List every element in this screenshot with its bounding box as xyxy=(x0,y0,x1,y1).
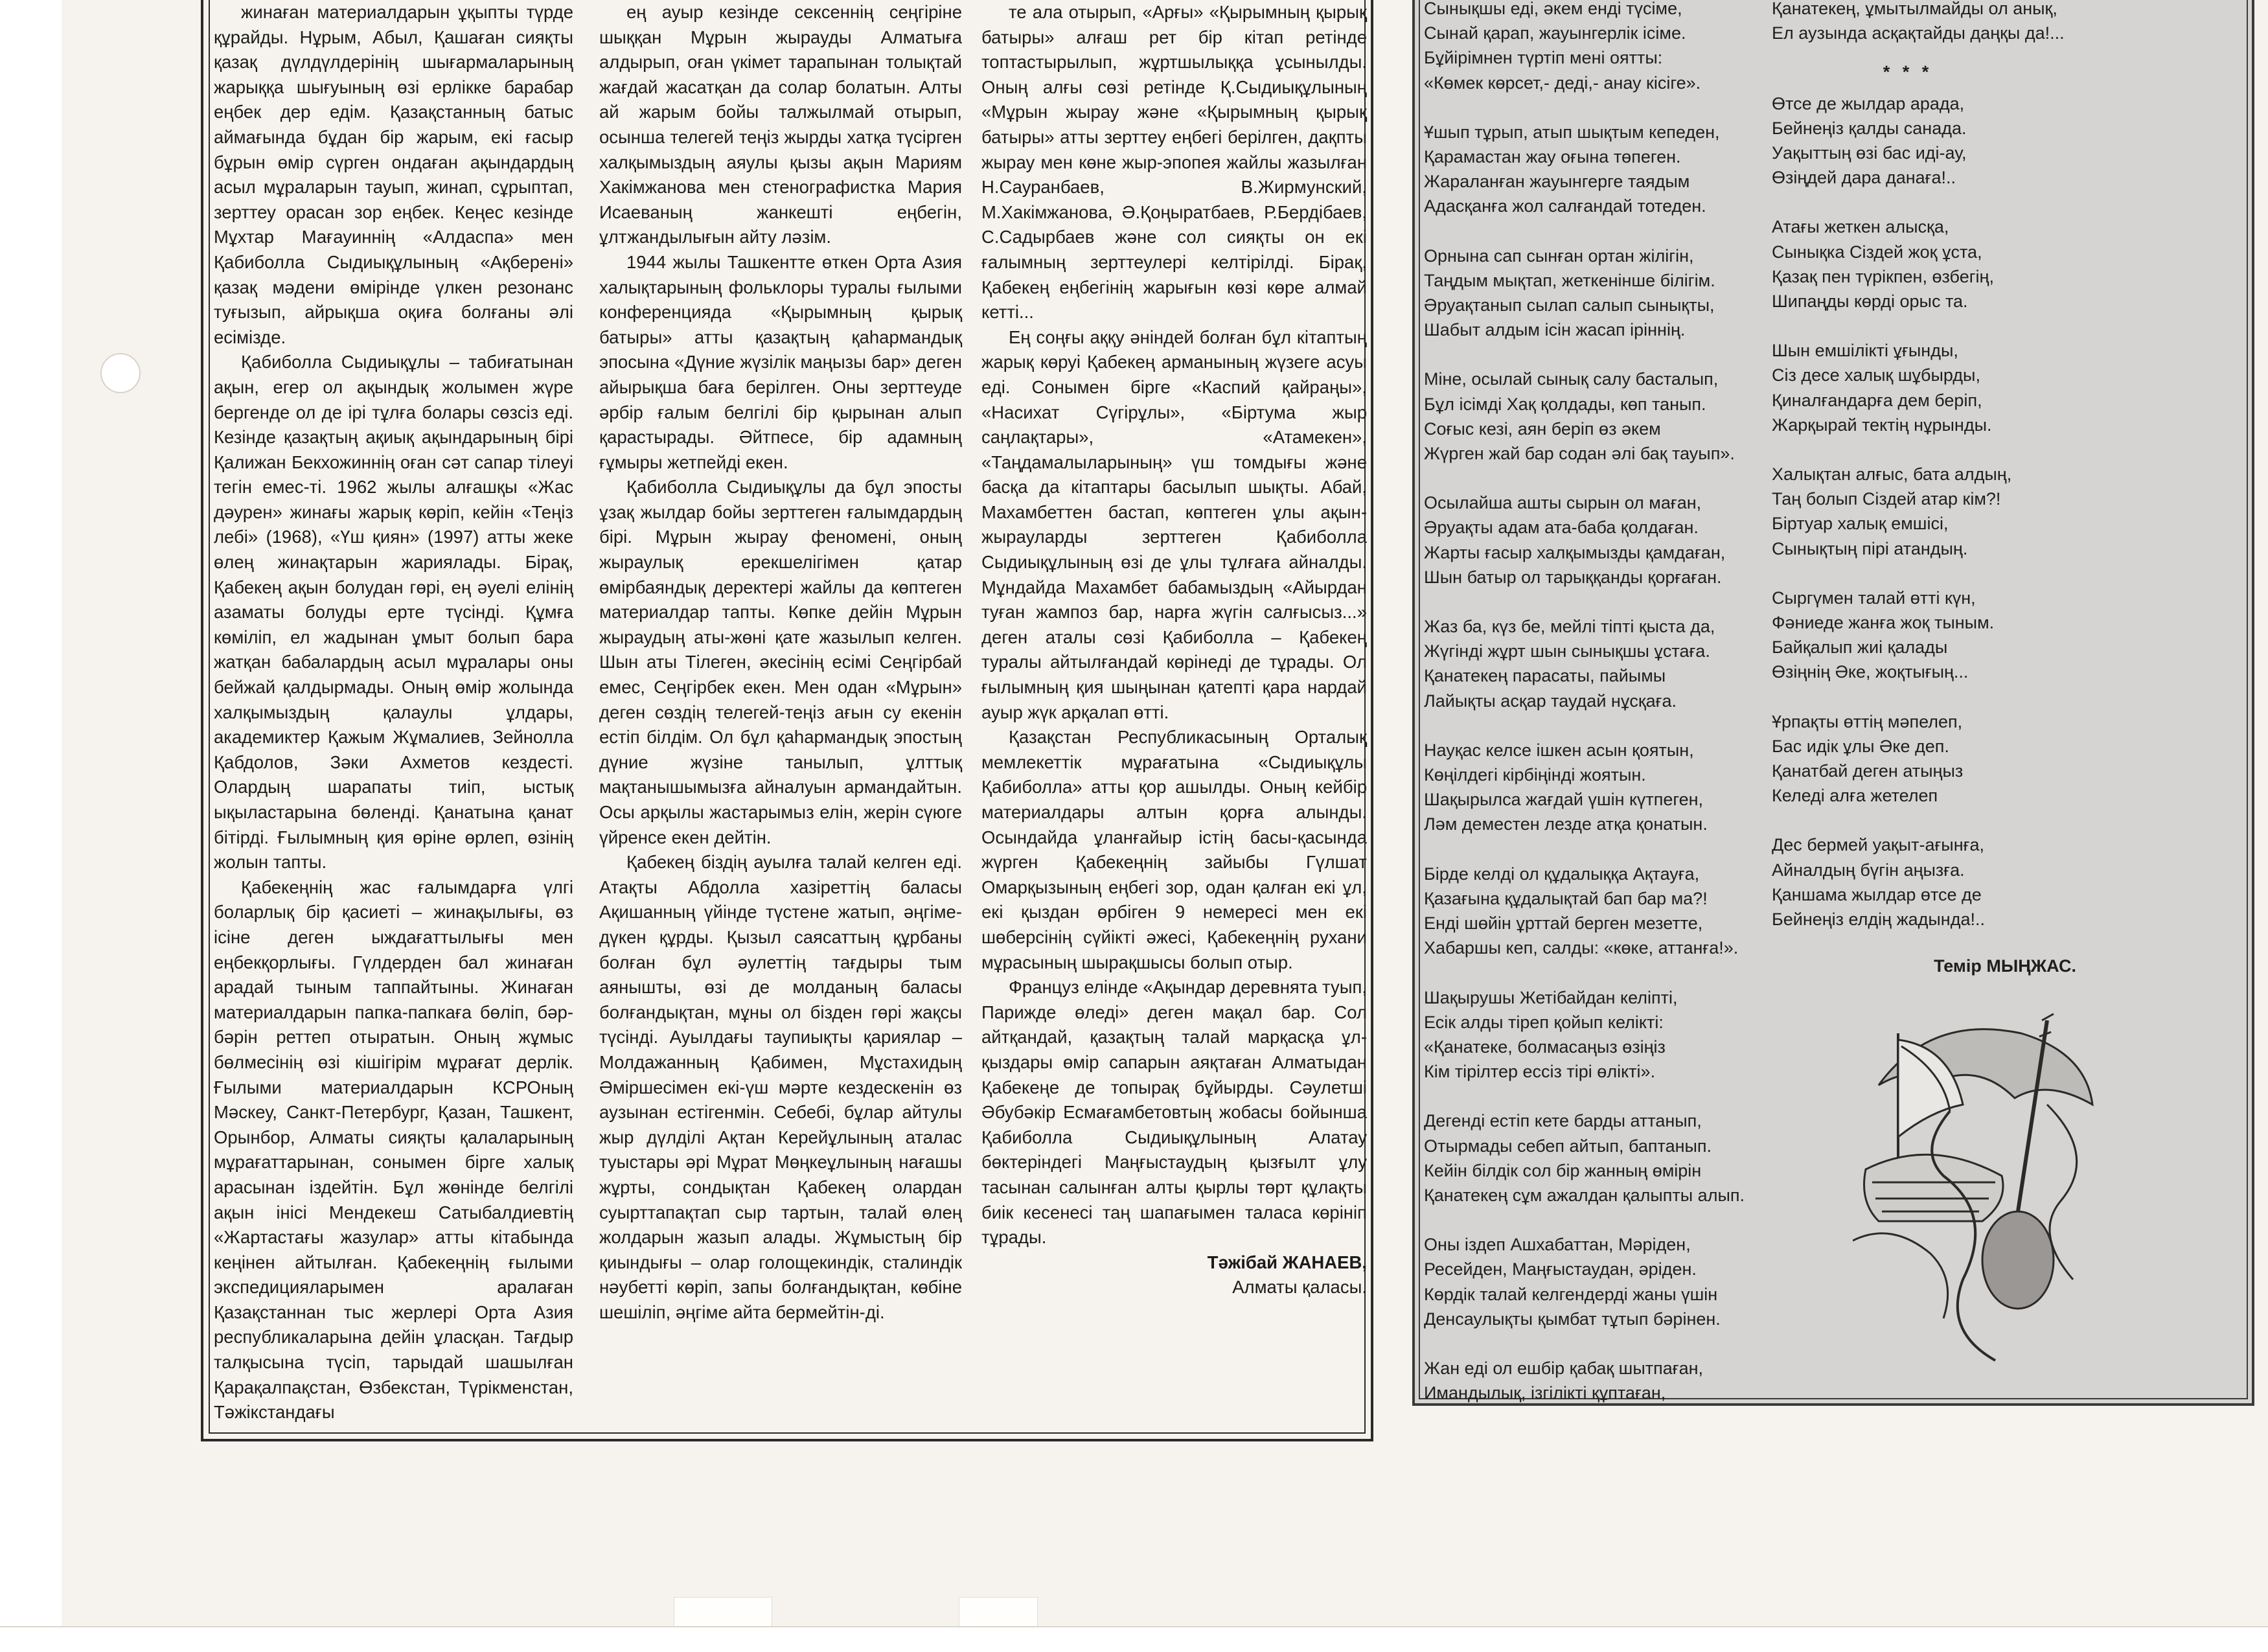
poem-line: Оны іздеп Ашхабаттан, Мәріден, xyxy=(1424,1235,1691,1255)
poem-line: Бас идік ұлы Әке деп. xyxy=(1772,736,1949,756)
poem-stanza xyxy=(1424,120,1761,219)
article-column-1 xyxy=(214,0,573,1425)
poem-line: Енді шөйін ұрттай берген мезетте, xyxy=(1424,913,1703,934)
poem-stanza xyxy=(1424,244,1761,343)
poem-line: Ел аузында асқақтайды даңқы да!... xyxy=(1772,23,2065,43)
poem-line: Сынықка Сіздей жоқ ұста, xyxy=(1772,242,1982,262)
poem-line: Ұрпақты өттің мәпелеп, xyxy=(1772,711,1963,731)
poem-line: Сынай қарап, жауынгерлік ісіме. xyxy=(1424,23,1686,43)
poem-line: Денсаулықты қымбат тұтып бәрінен. xyxy=(1424,1309,1721,1329)
poem-stanza xyxy=(1424,490,1761,590)
paragraph: Қабиболла Сыдиықұлы да бұл эпосты ұзақ жылдар бойы зерттеген ғалымдардың бірі. Мұрын жырау феномені, оның жыраулық ерекшелігімен қатар өмірбаяндық деректері жайлы да көптеген материалдар тапты. Көпке дейін Мұрын жыраудың аты-жөні қате жазылып келген. Шын аты Тілеген, әкесінің есімі Сеңгірбай емес, Сеңгірбек екен. Мен одан «Мұрын» деген сөздің телегей-теңіз ағын су екенін естіп білдім. Ол бұл қаһармандық эпостың дүние жүзіне танылып, ұлттық мақтанышымызға айналуын армандайтын. Осы арқылы жастарымыз елін, жерін сүюге үйренсе екен дейтін. xyxy=(599,477,962,847)
paragraph: те ала отырып, «Арғы» «Қырымның қырық батыры» алғаш рет бір кітап ретінде топтастырылып, жұртшылыққа ұсынылды. Оның алғы сөзі ретінде Қ.Сыдиықұлының «Мұрын жырау және «Қырымның қырық батыры» атты зерттеу еңбегі берілген, дақпты жырау мен көне жыр-эпопея жайлы жазылған Н.Сауранбаев, В.Жирмунский, М.Хакімжанова, Ә.Қоңыратбаев, Р.Бердібаев, С.Садырбаев және сол сияқты он екі ғалымның зерттеулері келтірілді. Бірақ, Қабекең еңбегінің жарығын көзі көре алмай кетті... xyxy=(981,2,1367,323)
paragraph: 1944 жылы Ташкентте өткен Орта Азия халықтарының фольклоры туралы ғылыми конференцияда «Қырымның қырық батыры» атты қазақтың қаһармандық эпосына «Дүние жүзілік маңызы бар» деген айырықша баға берілген. Оны зерттеуде әрбір ғалым белгілі бір қырынан алып қарастырады. Әйтпесе, бір адамның ғұмыры жетпейді екен. xyxy=(599,251,962,472)
paragraph: Ең соңғы аққу әніндей болған бұл кітаптың жарық көруі Қабекең арманының жүзеге асуы еді. Сонымен бірге «Каспий қайраңы», «Насихат Сүгірұлы», «Біртума жыр саңлақтары», «Атамекен», «Таңдамалыларының» үш томдығы және басқа да кітаптары басылып шықты. Абай, Махамбеттен бастап, көптеген ұлы ақын-жырауларды зерттеген Қабиболла Сыдиықұлының өзі де ұлы тұлғаға айналды. Мұндайда Махамбет бабамыздың «Айырдан туған жампоз бар, нарға жүгін салғысыз...» деген аталы сөзі Қабиболла – Қабекең туралы айтылғандай көрінеді де тұрады. Ол ғылымның қия шыңынан қатепті қара нардай ауыр жүк арқалап өтті. xyxy=(981,327,1367,722)
poem-stanzas xyxy=(1772,91,2109,932)
poem-stanza xyxy=(1424,1108,1761,1208)
poem-line: Қанатекең сұм ажалдан қалыпты алып. xyxy=(1424,1185,1745,1205)
poem-line: Сынықтың пірі атандың. xyxy=(1772,538,1968,558)
poem-line: Имандылық, ізгілікті құптаған, xyxy=(1424,1383,1666,1403)
poem-line: Уақыттың өзі бас иді-ау, xyxy=(1772,143,1967,163)
poem-stanza xyxy=(1424,0,1761,95)
binder-hole xyxy=(100,353,141,393)
poem-line: Жан еді ол ешбір қабақ шытпаған, xyxy=(1424,1358,1704,1378)
poem-line: Шақырылса жағдай үшін күтпеген, xyxy=(1424,790,1704,810)
poem-stanza xyxy=(1424,1356,1761,1405)
paragraph: ең ауыр кезінде сексеннің сеңгіріне шыққан Мұрын жырауды Алматыға алдырып, оған үкімет тарапынан толықтай жағдай жасатқан да солар болатын. Алты ай жарым бойы талжылмай отырып, осынша телегей теңіз жырды хатқа түсірген халқымыздың аяулы қызы ақын Мариям Хакімжанова мен стенографистка Мария Исаеваның жанкешті еңбегін, ұлтжандылығын айту ләзім. xyxy=(599,2,962,247)
poem-line: Атағы жеткен алысқа, xyxy=(1772,217,1949,237)
poem-stanza xyxy=(1772,462,2109,561)
poem-line: Фәниеде жанға жоқ тыным. xyxy=(1772,613,1995,633)
poem-line: «Көмек көрсет,- деді,- анау кісіге». xyxy=(1424,73,1701,93)
poem-line: Қаншама жылдар өтсе де xyxy=(1772,884,1982,904)
poem-line: Байқалып жиі қалады xyxy=(1772,637,1948,658)
poet-signature: Темір МЫҢЖАС. xyxy=(1934,956,2076,976)
poem-stanza xyxy=(1772,91,2109,190)
poem-stanza xyxy=(1772,338,2109,437)
poem-stanza xyxy=(1424,862,1761,961)
poem-stanza xyxy=(1772,832,2109,932)
poem-line: Жараланған жауынгерге таядым xyxy=(1424,172,1690,192)
poem-line: Біртуар халық емшісі, xyxy=(1772,514,1949,534)
stanza-separator: * * * xyxy=(1883,62,1933,82)
poem-line: Кім тірілтер ессіз тірі өлікті». xyxy=(1424,1062,1656,1082)
author-signature: Тәжібай ЖАНАЕВ, xyxy=(1207,1252,1367,1272)
poem-line: Қиналғандарға дем беріп, xyxy=(1772,390,1982,410)
poem-line: Қазағына құдалықтай бап бар ма?! xyxy=(1424,888,1708,908)
poem-line: Ресейден, Маңғыстаудан, әріден. xyxy=(1424,1259,1697,1279)
poem-line: Жүрген жай бар содан әлі бақ тауып». xyxy=(1424,444,1735,464)
poem-line: Осылайша ашты сырын ол маған, xyxy=(1424,493,1702,513)
poem-line: Адасқанға жол салғандай тотеден. xyxy=(1424,196,1706,216)
poem-stanza xyxy=(1772,586,2109,685)
poem-line: Сіз десе халық шұбырды, xyxy=(1772,365,1980,385)
poem-line: Жарқырай тектің нұрынды. xyxy=(1772,415,1992,435)
poem-column-1 xyxy=(1424,0,1761,1430)
poem-line: Халықтан алғыс, бата алдың, xyxy=(1772,465,2012,485)
poem-column-2 xyxy=(1772,0,2109,979)
paragraph: жинаған материалдарын ұқыпты түрде құрайды. Нұрым, Абыл, Қашаған сияқты қазақ дүлдүлдерінің шығармаларының жарыққа шығуының өзі ерлікке барабар еңбек дер едім. Қазақстанның батыс аймағында бұдан бір жарым, екі ғасыр бұрын өмір сүрген ондаған ақындардың асыл мұраларын тауып, жинап, сұрыптап, зерттеу орасан зор еңбек. Кеңес кезінде Мұхтар Мағауиннің «Алдаспа» мен Қабиболла Сыдиықұлының «Ақберені» қазақ мәдени өмірінде үлкен резонанс туғызып, айрықша оқиға болғаны әлі есімізде. xyxy=(214,2,573,347)
poem-line: Бірде келді ол құдалыққа Ақтауға, xyxy=(1424,864,1700,884)
poem-line: Соғыс кезі, аян беріп өз әкем xyxy=(1424,419,1661,439)
poem-line: Лайықты асқар таудай нұсқаға. xyxy=(1424,691,1677,711)
poem-line: Науқас келсе ішкен асын қоятын, xyxy=(1424,740,1694,760)
poem-line: Өзіңнің Әке, жоқтығың... xyxy=(1772,662,1969,682)
poem-line: Шақырушы Жетібайдан келіпті, xyxy=(1424,987,1678,1007)
poem-line: Бұйірімнен түртіп мені оятты: xyxy=(1424,48,1663,68)
author-city: Алматы қаласы. xyxy=(1232,1277,1367,1298)
article-column-3 xyxy=(981,0,1367,1300)
poem-line: Көңілдегі кірбіңінді жоятын. xyxy=(1424,765,1646,785)
poem-line: Жаз ба, күз бе, мейлі тіпті қыста да, xyxy=(1424,617,1715,637)
poem-line: Қанатекең парасаты, пайымы xyxy=(1424,666,1666,686)
boat-and-dombra-illustration xyxy=(1853,1007,2105,1370)
poem-line: Қазақ пен түрікпен, өзбегің, xyxy=(1772,266,1994,286)
paragraph: Қазақстан Республикасының Орталық мемлекеттік мұрағатына «Сыдиықұлы Қабиболла» атты қор ашылды. Оның кейбір материалдары алтын қорға алынды. Осындайда ұланғайыр істің басы-қасында жүрген Қабекеңнің зайыбы Гүлшат Омарқызының еңбегі зор, одан қалған екі ұл, екі қыздан өрбіген 9 немересі мен екі шөберсінің сүйікті әжесі, Қабекеңнің рухани мұрасының шырақшысы болып отыр. xyxy=(981,727,1367,972)
paragraph: Қабекеңнің жас ғалымдарға үлгі боларлық бір қасиеті – жинақылығы, өз ісіне деген ыждағаттылығы мен еңбекқорлығы. Гүлдерден бал жинаған арадай тыным таппайтыны. Жинаған материалдарын папка-папкаға бөліп, бәр-бәрін реттеп отыратын. Оның жұмыс бөлмесінің өзі кішігірім мұрағат дерлік. Ғылыми материалдарын КСРОның Мәскеу, Санкт-Петербург, Қазан, Ташкент, Орынбор, Алматы сияқты қалаларының мұрағаттарынан, сонымен бірге халық арасынан іздейтін. Бұл жөнінде белгілі ақын інісі Мендекеш Сатыбалдиевтің «Жартастағы жазулар» атты кітабында кеңінен айтылған. Қабекеңнің ғылыми экспедицияларымен аралаған Қазақстаннан тыс жерлері Орта Азия республикаларына дейін ұласқан. Тағдыр талқысына түсіп, тарыдай шашылған Қарақалпақстан, Өзбекстан, Түрікменстан, Тәжікстандағы xyxy=(214,877,573,1423)
poem-line: Ләм деместен лезде атқа қонатын. xyxy=(1424,814,1708,834)
poem-stanza xyxy=(1424,367,1761,466)
poem-line: Әруақты адам ата-баба қолдаған. xyxy=(1424,518,1699,538)
poem-line: Келеді алға жетелеп xyxy=(1772,786,1938,806)
poem-line: Бейнеңіз қалды санада. xyxy=(1772,118,1967,138)
poem-line: Дес бермей уақыт-ағынға, xyxy=(1772,835,1984,855)
poem-line: Шын емшілікті ұғынды, xyxy=(1772,341,1958,361)
poem-line: Міне, осылай сынық салу басталып, xyxy=(1424,369,1719,389)
poem-line: Кейін білдік сол бір жанның өмірін xyxy=(1424,1160,1702,1180)
poem-line: Қанатекең, ұмытылмайды ол анық, xyxy=(1772,0,2057,18)
poem-line: Есік алды тіреп қойып келікті: xyxy=(1424,1012,1664,1032)
poem-line: Шабыт алдым ісін жасап іріннің. xyxy=(1424,320,1686,340)
poem-line: Әруақтанып сылап салып сынықты, xyxy=(1424,295,1715,315)
poem-line: Қанатбай деген атыңыз xyxy=(1772,761,1964,781)
poem-stanza xyxy=(1424,614,1761,713)
poem-line: Көрдік талай келгендерді жаны үшін xyxy=(1424,1284,1718,1304)
paragraph: Қабекең біздің ауылға талай келген еді. Атақты Абдолла хазіреттің баласы Ақишанның үйінде түстене жатып, әңгіме-дүкен құрды. Қызыл саясаттың құрбаны болған бұл әулеттің тағдыры тым аянышты, өзі де молданың баласы болғандықтан, мұны ол бізден гөрі жақсы түсінді. Ауылдағы таупиықты қариялар – Молдажанның Қабимен, Мұстахидың Әміршесімен екі-үш мәрте кездескенін өз аузынан естігенмін. Себебі, бұлар айтулы жыр дүлділі Ақтан Керейұлының аталас туыстары әрі Мұрат Мөңкеұлының нағашы жұрты, сондықтан Қабекең олардан суырттапақтап сыр тартын, талай өлең жолдарын жазып алады. Жұмыстың бір қиындығы – олар голощекиндік, сталиндік нәубетті көріп, запы болғандықтан, көбіне шешіліп, әңгіме айта бермейтін-ді. xyxy=(599,852,962,1322)
paragraph: Француз елінде «Ақындар деревнята туып, Парижде өледі» деген мақал бар. Сол айтқандай, қазақтың талай марқасқа ұл-қыздары өмір сапарын аяқтаған Алматыдан Қабекеңе де топырақ бұйырды. Сәулетші Әбубәкір Есмағамбетовтың жобасы бойынша Қабиболла Сыдиықұлының Алатау бөктеріндегі Маңғыстаудың қызғылт ұлу тасынан салынған алты қырлы төрт құлақты биік кесенесі таң шапағымен таласа көрініп тұрады. xyxy=(981,977,1367,1248)
poem-line: Шипаңды көрді орыс та. xyxy=(1772,292,1968,312)
poem-stanza xyxy=(1424,1232,1761,1331)
poem-stanza xyxy=(1772,214,2109,314)
poem-line: Сыргүмен талай өтті күн, xyxy=(1772,588,1976,608)
paragraph: Қабиболла Сыдиықұлы – табиғатынан ақын, егер ол ақындық жолымен жүре бергенде ол де ірі тұлға болары сөзсіз еді. Кезінде қазақтың ақиық ақындарының бірі Қалижан Бекхожиннің оған сәт сапар тілеуі тегін емес-ті. 1962 жылы алғашқы «Жас дәурен» жинағы жарық көріп, кейін «Теңіз лебі» (1968), «Үш қиян» (1997) атты жеке өлең жинақтарын жариялады. Бірақ, Қабекең ақын болудан гөрі, ең әуелі елінің азаматы болуды ерте түсінді. Құмға көміліп, ел жадынан ұмыт болып бара жатқан бабалардың асыл мұралары оны бейжай қалдырмады. Оның өмір жолында халқымыздың қалаулы ұлдары, академиктер Қажым Жұмалиев, Зейнолла Қабдолов, Зәки Ахметов кездесті. Олардың шарапаты тиіп, ыстық ықыластарына бөленді. Қанатына қанат бітірді. Ғылымның қия өріне өрлеп, өзінің жолын тапты. xyxy=(214,352,573,873)
poem-line: Жүгінді жұрт шын сынықшы ұстаға. xyxy=(1424,641,1710,661)
scan-margin xyxy=(0,1626,2268,1652)
poem-stanza xyxy=(1424,738,1761,837)
poem-line: «Қанатеке, болмасаңыз өзіңіз xyxy=(1424,1037,1666,1057)
poem-line: Бейнеңіз елдің жадында!.. xyxy=(1772,910,1985,930)
poem-line: Өтсе де жылдар арада, xyxy=(1772,93,1965,113)
poem-line: Жарты ғасыр халқымызды қамдаған, xyxy=(1424,542,1726,562)
poem-stanza xyxy=(1424,985,1761,1084)
article-column-2 xyxy=(599,0,962,1325)
poem-stanza xyxy=(1772,709,2109,809)
poem-line: Хабаршы кеп, салды: «көке, аттанға!». xyxy=(1424,938,1739,958)
poem-line: Қарамастан жау оғына төпеген. xyxy=(1424,147,1681,167)
poem-line: Айналдың бүгін аңызға. xyxy=(1772,860,1965,880)
poem-line: Ұшып тұрып, атып шықтым кепеден, xyxy=(1424,122,1720,142)
poem-line: Таңдым мықтап, жеткенінше білігім. xyxy=(1424,270,1715,290)
poem-line: Орнына сап сынған ортан жілігін, xyxy=(1424,246,1694,266)
poem-line: Өзіңдей дара данаға!.. xyxy=(1772,168,1956,188)
poem-line: Бұл ісімді Хақ қолдады, көп танып. xyxy=(1424,394,1706,414)
poem-line: Шын батыр ол тарыққанды қорғаған. xyxy=(1424,567,1722,587)
poem-line: Дегенді естіп кете барды аттанып, xyxy=(1424,1111,1702,1131)
poem-line: Сынықшы еді, әкем енді түсіме, xyxy=(1424,0,1682,18)
poem-line: Таң болып Сіздей атар кім?! xyxy=(1772,489,2001,509)
poem-line: Отырмады себеп айтып, баптанып. xyxy=(1424,1136,1712,1156)
